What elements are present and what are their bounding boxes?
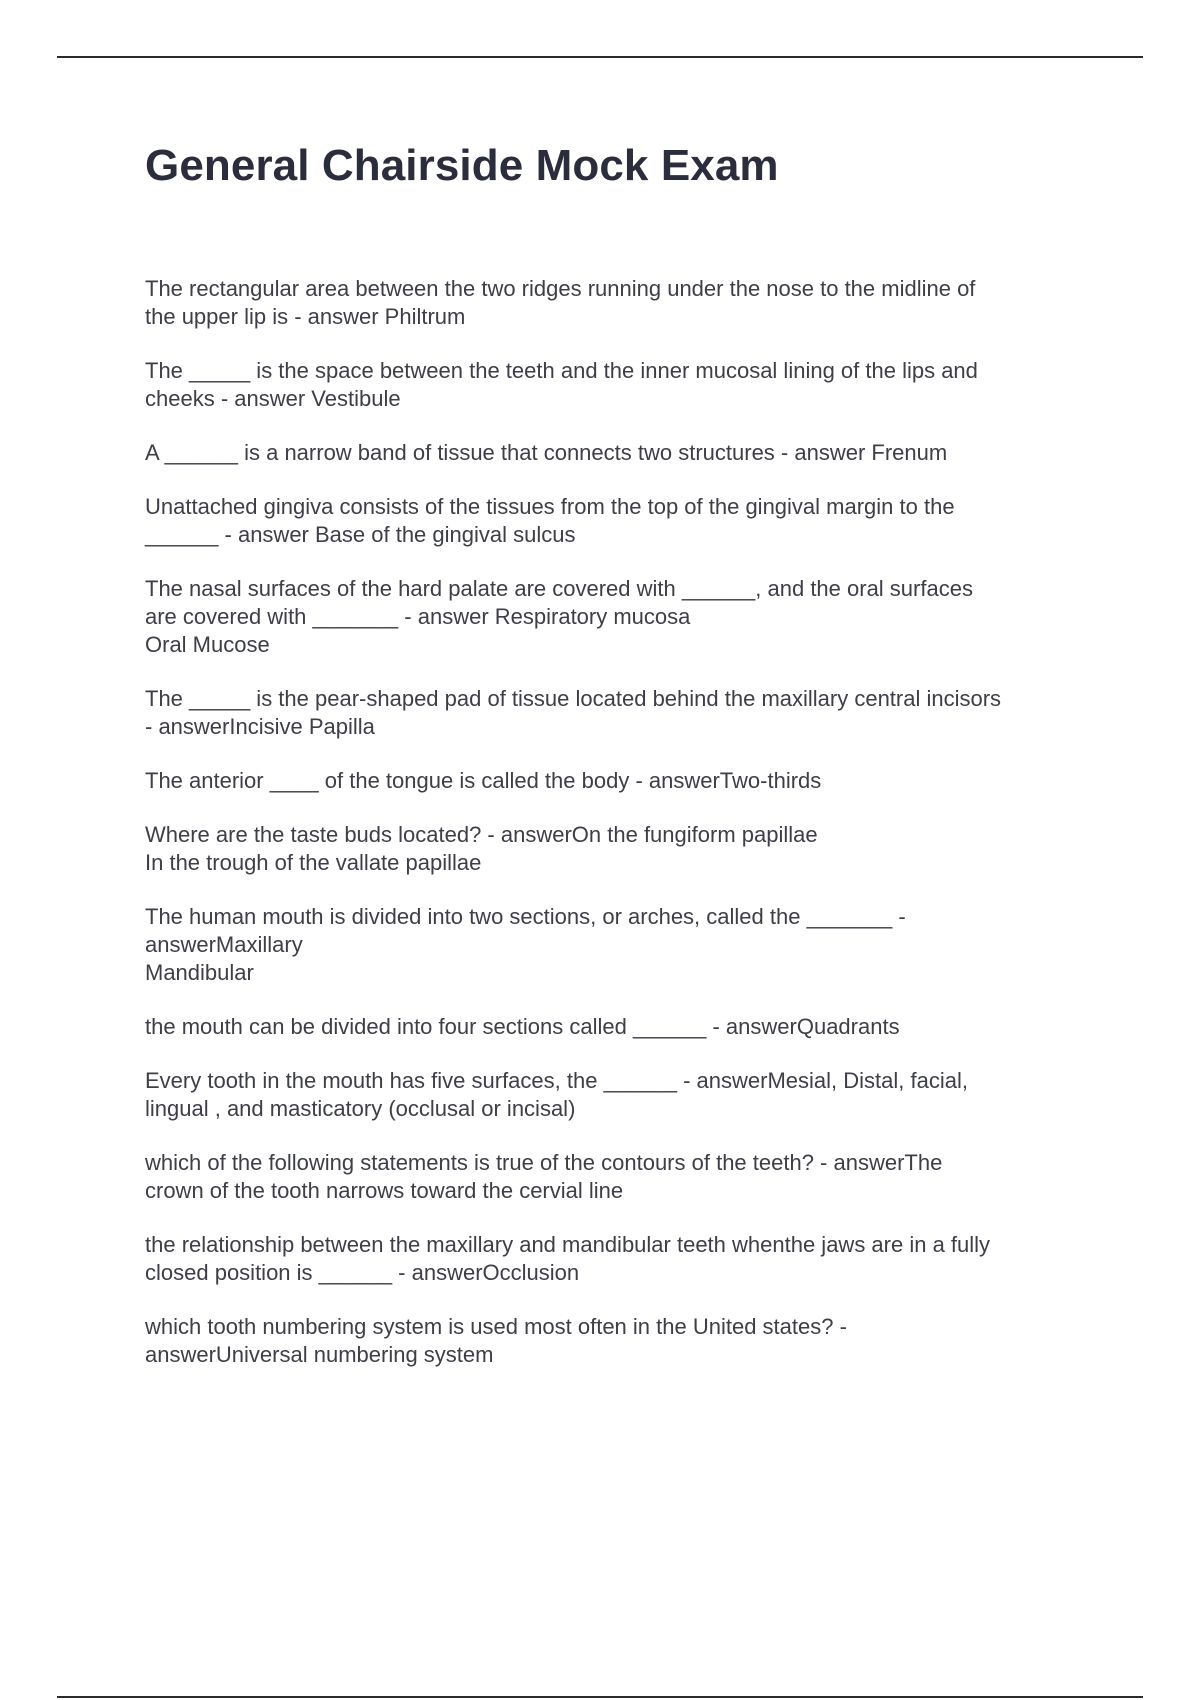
qa-item xyxy=(145,275,1095,331)
qa-item xyxy=(145,1067,1095,1123)
qa-line: crown of the tooth narrows toward the cervial line xyxy=(145,1177,624,1203)
qa-line: Unattached gingiva consists of the tissues from the top of the gingival margin to the xyxy=(145,493,955,519)
top-divider xyxy=(57,56,1143,58)
qa-line: The _____ is the space between the teeth and the inner mucosal lining of the lips and xyxy=(145,357,978,383)
bottom-divider xyxy=(57,1696,1143,1698)
qa-line: answerMaxillary xyxy=(145,931,303,957)
document-body xyxy=(145,140,1095,1395)
qa-item xyxy=(145,1313,1095,1369)
qa-item xyxy=(145,493,1095,549)
qa-item xyxy=(145,821,1095,877)
qa-line: Oral Mucose xyxy=(145,631,270,657)
qa-line: The rectangular area between the two ridges running under the nose to the midline of xyxy=(145,275,976,301)
qa-line: cheeks - answer Vestibule xyxy=(145,385,401,411)
qa-item xyxy=(145,575,1095,659)
qa-line: - answerIncisive Papilla xyxy=(145,713,375,739)
qa-item xyxy=(145,1149,1095,1205)
qa-line: which tooth numbering system is used most often in the United states? - xyxy=(145,1313,847,1339)
qa-item xyxy=(145,685,1095,741)
qa-line: the upper lip is - answer Philtrum xyxy=(145,303,466,329)
qa-item xyxy=(145,439,1095,467)
qa-item xyxy=(145,1231,1095,1287)
qa-line: A ______ is a narrow band of tissue that connects two structures - answer Frenum xyxy=(145,439,948,465)
question-answer-list xyxy=(145,275,1095,1369)
qa-line: The nasal surfaces of the hard palate are covered with ______, and the oral surfaces xyxy=(145,575,973,601)
qa-line: ______ - answer Base of the gingival sulcus xyxy=(145,521,576,547)
qa-item xyxy=(145,357,1095,413)
qa-item xyxy=(145,767,1095,795)
qa-line: the relationship between the maxillary and mandibular teeth whenthe jaws are in a fully xyxy=(145,1231,991,1257)
qa-line: closed position is ______ - answerOcclusion xyxy=(145,1259,580,1285)
qa-item xyxy=(145,1013,1095,1041)
qa-line: In the trough of the vallate papillae xyxy=(145,849,482,875)
qa-line: Where are the taste buds located? - answerOn the fungiform papillae xyxy=(145,821,818,847)
qa-line: answerUniversal numbering system xyxy=(145,1341,494,1367)
qa-line: The human mouth is divided into two sections, or arches, called the _______ - xyxy=(145,903,906,929)
qa-line: are covered with _______ - answer Respiratory mucosa xyxy=(145,603,691,629)
qa-line: Every tooth in the mouth has five surfaces, the ______ - answerMesial, Distal, facial, xyxy=(145,1067,968,1093)
qa-line: the mouth can be divided into four sections called ______ - answerQuadrants xyxy=(145,1013,900,1039)
qa-line: lingual , and masticatory (occlusal or incisal) xyxy=(145,1095,576,1121)
qa-line: The anterior ____ of the tongue is called the body - answerTwo-thirds xyxy=(145,767,822,793)
qa-line: The _____ is the pear-shaped pad of tissue located behind the maxillary central incisors xyxy=(145,685,1002,711)
page-title: General Chairside Mock Exam xyxy=(145,141,779,190)
qa-item xyxy=(145,903,1095,987)
qa-line: Mandibular xyxy=(145,959,254,985)
qa-line: which of the following statements is true of the contours of the teeth? - answerThe xyxy=(145,1149,943,1175)
